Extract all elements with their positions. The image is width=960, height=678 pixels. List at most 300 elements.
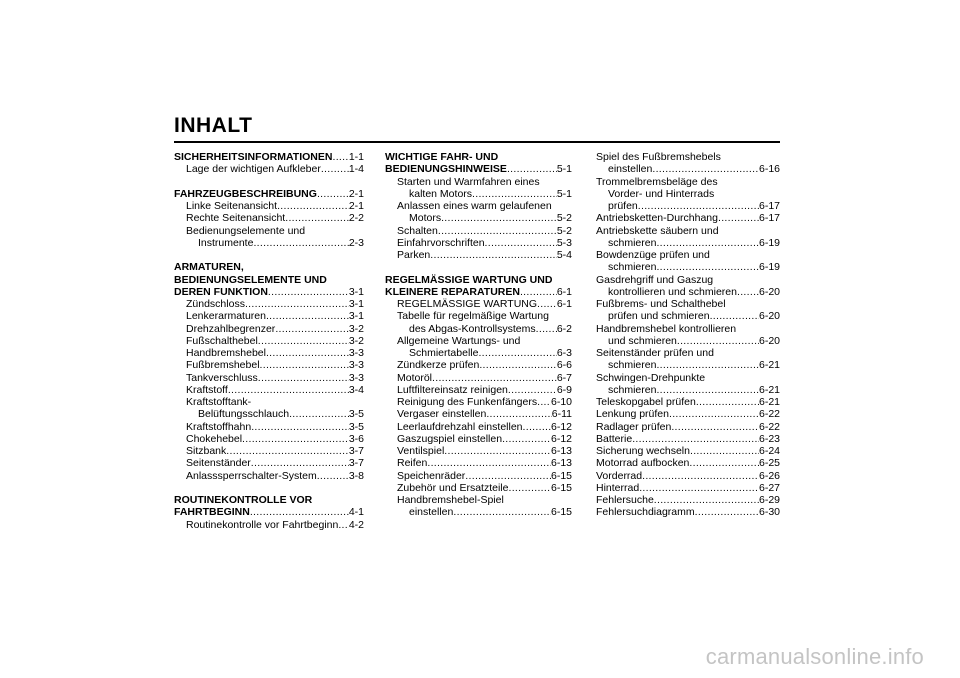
toc-dot-leader [718,212,759,224]
toc-entry[interactable] [174,200,364,212]
toc-dot-leader [638,200,759,212]
toc-entry-label: Vorder- und Hinterrads [608,187,715,200]
toc-page-number: 6-21 [758,383,780,396]
toc-entry-label: Reinigung des Funkenfängers [397,396,538,408]
toc-page-number: 6-12 [550,432,572,445]
toc-page-number: 3-1 [348,285,364,298]
toc-entry-label: Fehlersuche [596,494,654,506]
toc-entry[interactable] [596,396,780,408]
toc-entry[interactable] [385,445,572,457]
toc-page-number: 3-1 [348,298,364,310]
toc-page-number: 6-17 [758,200,780,212]
toc-entry-label: Anlasssperrschalter-System [186,469,317,482]
toc-entry-label: Kraftstoff [186,383,228,396]
toc-page-number: 3-8 [348,469,364,482]
toc-dot-leader [654,494,759,506]
toc-entry[interactable] [596,408,780,420]
toc-page-number: 3-5 [348,420,364,433]
toc-entry[interactable] [596,482,780,494]
toc-page-number: 6-19 [758,236,780,249]
toc-entry-label: Bedienungselemente und [186,224,306,237]
toc-entry-label: Gaszugspiel einstellen [397,432,503,445]
toc-entry [596,274,780,286]
toc-entry-label: Schwingen-Drehpunkte [596,371,706,384]
toc-dot-leader [427,457,551,469]
toc-entry-label: Sicherung wechseln [596,445,690,457]
toc-section-heading [385,274,572,286]
toc-column-1 [174,151,364,531]
toc-dot-leader [472,188,557,200]
toc-page-number: 4-1 [348,506,364,519]
toc-entry-label: ARMATUREN, [174,261,244,274]
toc-entry-label: Drehzahlbegrenzer [186,322,276,335]
toc-entry-label: Lenkung prüfen [596,408,669,421]
toc-entry-label: FAHRTBEGINN [174,506,250,519]
toc-entry[interactable] [385,470,572,482]
toc-entry-label: Anlassen eines warm gelaufenen [397,200,552,212]
toc-page-number: 6-15 [550,506,572,519]
toc-dot-leader [486,408,551,420]
toc-page-number: 6-15 [550,481,572,494]
toc-page-number: 1-4 [348,163,364,176]
toc-page-number: 6-19 [758,261,780,274]
toc-entry[interactable] [385,347,572,359]
toc-dot-leader [441,212,557,224]
toc-dot-leader [444,445,551,457]
toc-entry[interactable] [174,384,364,396]
toc-dot-leader [226,445,349,457]
toc-section-heading[interactable] [174,506,364,518]
toc-entry-label: Zubehör und Ersatzteile [397,481,509,494]
toc-entry[interactable] [385,298,572,310]
toc-entry[interactable] [174,212,364,224]
toc-dot-leader [285,212,349,224]
toc-page-number: 5-2 [556,224,572,237]
toc-dot-leader [317,188,349,200]
toc-entry[interactable] [385,457,572,469]
toc-entry-label: FAHRZEUGBESCHREIBUNG [174,187,317,200]
toc-entry [596,347,780,359]
toc-entry[interactable] [385,396,572,408]
toc-page-number: 6-6 [556,359,572,372]
page-title: INHALT [174,114,253,137]
toc-entry[interactable] [596,506,780,518]
toc-dot-leader [696,396,759,408]
toc-dot-leader [277,200,349,212]
toc-entry [385,310,572,322]
toc-entry-label: Zündkerze prüfen [397,359,480,372]
toc-entry-label: Tabelle für regelmäßige Wartung [397,310,549,323]
toc-entry[interactable] [596,335,780,347]
toc-dot-leader [669,408,759,420]
toc-entry-label: Allgemeine Wartungs- und [397,334,521,347]
toc-section-heading [174,261,364,273]
toc-entry-label: BEDIENUNGSELEMENTE UND [174,273,327,286]
toc-entry-label: Linke Seitenansicht [186,200,278,212]
toc-entry[interactable] [385,359,572,371]
toc-section-heading[interactable] [174,286,364,298]
toc-entry-label: Reifen [397,457,428,470]
toc-dot-leader [275,323,349,335]
toc-page-number: 1-1 [348,151,364,163]
toc-entry[interactable] [385,323,572,335]
toc-entry-label: Lenkerarmaturen [186,310,266,323]
toc-page-number: 6-22 [758,420,780,433]
toc-entry-label: des Abgas-Kontrollsystems [409,322,536,335]
toc-entry[interactable] [174,298,364,310]
toc-entry[interactable] [596,421,780,433]
toc-dot-leader [258,335,349,347]
toc-page-number: 3-6 [348,432,364,445]
toc-entry-label: einstellen [409,506,454,519]
toc-spacer [174,249,364,261]
toc-dot-leader [710,310,759,322]
toc-page-number: 6-10 [550,396,572,408]
toc-spacer [174,482,364,494]
toc-entry-label: prüfen [608,200,638,212]
toc-dot-leader [251,421,349,433]
toc-entry [596,151,780,163]
toc-section-heading[interactable] [174,151,364,163]
toc-page-number: 6-20 [758,334,780,347]
toc-entry-label: Spiel des Fußbremshebels [596,151,721,163]
toc-entry-label: Handbremshebel-Spiel [397,494,504,506]
toc-page-number: 6-30 [758,506,780,519]
toc-dot-leader [485,237,557,249]
toc-dot-leader [478,347,556,359]
toc-section-heading [174,274,364,286]
toc-dot-leader [737,286,759,298]
toc-dot-leader [251,457,349,469]
toc-page-number: 5-4 [556,249,572,261]
toc-page-number: 6-17 [758,212,780,225]
toc-dot-leader [508,384,557,396]
toc-entry [596,249,780,261]
title-rule [174,141,780,143]
toc-dot-leader [268,286,349,298]
toc-entry-label: Batterie [596,432,633,445]
toc-page-number: 6-12 [550,420,572,433]
toc-entry[interactable] [174,519,364,531]
toc-entry-label: Belüftungsschlauch [198,408,290,421]
toc-page-number: 6-25 [758,457,780,470]
toc-dot-leader [537,396,551,408]
toc-entry[interactable] [174,347,364,359]
toc-entry-label: Speichenräder [397,469,466,482]
toc-dot-leader [639,482,759,494]
toc-entry-label: kontrollieren und schmieren [608,285,737,298]
toc-entry[interactable] [596,384,780,396]
toc-spacer [385,261,572,273]
toc-section-heading [385,151,572,163]
toc-dot-leader [656,237,759,249]
toc-entry[interactable] [385,188,572,200]
toc-entry[interactable] [174,408,364,420]
toc-entry-label: einstellen [608,163,653,176]
toc-dot-leader [677,335,759,347]
toc-entry-label: Kraftstofftank- [186,396,252,408]
toc-entry [596,372,780,384]
toc-entry-label: Lage der wichtigen Aufkleber [186,163,321,176]
toc-entry[interactable] [385,433,572,445]
toc-entry [596,225,780,237]
toc-entry-label: Starten und Warmfahren eines [397,175,540,188]
toc-entry[interactable] [596,494,780,506]
toc-entry[interactable] [596,212,780,224]
toc-entry-label: Zündschloss [186,298,245,310]
toc-entry[interactable] [174,163,364,175]
toc-entry-label: Radlager prüfen [596,420,672,433]
toc-dot-leader [502,433,551,445]
toc-entry[interactable] [385,212,572,224]
toc-entry[interactable] [596,163,780,175]
toc-page-number: 2-3 [348,236,364,249]
toc-entry-label: ROUTINEKONTROLLE VOR [174,494,313,506]
toc-entry-label: Kraftstoffhahn [186,420,252,433]
toc-entry-label: schmieren [608,359,657,372]
toc-entry[interactable] [596,200,780,212]
toc-page-number: 3-2 [348,322,364,335]
toc-entry [385,494,572,506]
toc-page-number: 6-13 [550,457,572,470]
toc-entry-label: prüfen und schmieren [608,310,710,323]
toc-dot-leader [289,408,349,420]
toc-entry-label: Motorrad aufbocken [596,457,690,470]
toc-dot-leader [228,384,349,396]
toc-dot-leader [507,163,557,175]
toc-dot-leader [689,457,759,469]
toc-entry[interactable] [596,445,780,457]
toc-entry[interactable] [596,261,780,273]
toc-page-number: 6-7 [556,371,572,384]
toc-entry-label: Rechte Seitenansicht [186,212,286,225]
toc-page-number: 5-2 [556,212,572,225]
toc-entry-label: Seitenständer prüfen und [596,347,714,359]
toc-dot-leader [245,298,349,310]
toc-page-number: 6-11 [551,408,572,421]
toc-page-number: 6-21 [758,359,780,372]
toc-page-number: 3-1 [348,310,364,323]
toc-entry-label: Routinekontrolle vor Fahrtbeginn [186,518,339,531]
toc-entry [385,176,572,188]
toc-dot-leader [321,163,349,175]
toc-page-number: 2-1 [348,187,364,200]
toc-entry-label: REGELMÄSSIGE WARTUNG [397,298,538,310]
toc-entry-label: Seitenständer [186,457,251,470]
toc-dot-leader [632,433,759,445]
toc-entry[interactable] [174,421,364,433]
toc-entry-label: Hinterrad [596,481,640,494]
toc-page-number: 6-29 [758,494,780,506]
toc-entry[interactable] [596,457,780,469]
toc-page-number: 3-3 [348,347,364,359]
toc-dot-leader [266,347,349,359]
toc-dot-leader [695,506,759,518]
toc-entry [596,176,780,188]
toc-page-number: 3-2 [348,334,364,347]
toc-dot-leader [266,310,349,322]
toc-entry[interactable] [385,384,572,396]
toc-entry-label: Luftfiltereinsatz reinigen [397,383,508,396]
toc-dot-leader [438,225,557,237]
toc-entry[interactable] [385,225,572,237]
toc-dot-leader [432,372,557,384]
toc-entry-label: schmieren [608,236,657,249]
watermark: carmanualsonline.info [705,644,924,669]
toc-entry-label: Parken [397,249,431,261]
toc-entry [385,200,572,212]
toc-page-number: 6-13 [550,445,572,457]
toc-entry[interactable] [596,237,780,249]
toc-entry [174,396,364,408]
toc-page-number: 6-2 [556,322,572,335]
toc-entry[interactable] [385,249,572,261]
toc-entry[interactable] [174,372,364,384]
toc-entry [596,323,780,335]
toc-dot-leader [332,151,348,163]
toc-entry-label: Antriebsketten-Durchhang [596,212,718,225]
toc-page-number: 5-3 [556,236,572,249]
toc-entry[interactable] [174,237,364,249]
toc-entry[interactable] [174,457,364,469]
toc-page-number: 6-15 [550,469,572,482]
toc-page-number: 6-1 [556,298,572,310]
toc-entry-label: schmieren [608,261,657,274]
toc-entry[interactable] [174,310,364,322]
toc-entry[interactable] [596,310,780,322]
toc-column-2 [385,151,572,519]
toc-entry-label: Leerlaufdrehzahl einstellen [397,420,523,433]
toc-page-number: 3-4 [348,383,364,396]
toc-section-heading[interactable] [385,163,572,175]
toc-entry-label: Vorderrad [596,469,643,482]
toc-entry-label: BEDIENUNGSHINWEISE [385,163,507,176]
toc-entry[interactable] [596,433,780,445]
toc-entry[interactable] [174,470,364,482]
toc-section-heading[interactable] [385,286,572,298]
toc-page-number: 2-1 [348,200,364,212]
toc-dot-leader [258,372,349,384]
toc-entry-label: Antriebskette säubern und [596,224,719,237]
toc-dot-leader [242,433,349,445]
toc-entry[interactable] [385,237,572,249]
toc-entry-label: Schmiertabelle [409,347,479,359]
toc-dot-leader [690,445,759,457]
toc-page-number: 6-22 [758,408,780,421]
toc-dot-leader [479,359,557,371]
toc-entry-label: Fußbremshebel [186,359,260,372]
toc-entry[interactable] [385,482,572,494]
toc-page-number: 6-21 [758,396,780,408]
toc-column-3 [596,151,780,519]
toc-page-number: 5-1 [556,187,572,200]
toc-dot-leader [523,421,551,433]
toc-page-number: 6-20 [758,310,780,323]
toc-entry [174,225,364,237]
toc-dot-leader [536,323,557,335]
toc-dot-leader [520,286,557,298]
toc-page-number: 3-3 [348,371,364,384]
toc-entry[interactable] [174,335,364,347]
toc-entry-label: Fußschalthebel [186,334,258,347]
toc-section-heading[interactable] [174,188,364,200]
toc-entry-label: Bowdenzüge prüfen und [596,249,710,261]
toc-page-number: 2-2 [348,212,364,225]
toc-entry[interactable] [385,506,572,518]
toc-entry-label: Motors [409,212,442,225]
toc-dot-leader [656,359,759,371]
toc-dot-leader [317,470,349,482]
toc-entry[interactable] [385,408,572,420]
toc-entry-label: Fehlersuchdiagramm [596,506,695,519]
toc-entry[interactable] [174,323,364,335]
toc-page-number: 6-3 [556,347,572,359]
toc-entry-label: und schmieren [608,334,677,347]
toc-entry[interactable] [596,359,780,371]
toc-entry-label: Einfahrvorschriften [397,236,485,249]
toc-entry-label: Tankverschluss [186,371,258,384]
toc-section-heading [174,494,364,506]
toc-page-number: 6-24 [758,445,780,457]
toc-dot-leader [656,261,759,273]
toc-dot-leader [430,249,557,261]
toc-dot-leader [253,237,348,249]
toc-entry[interactable] [385,372,572,384]
toc-entry-label: Teleskopgabel prüfen [596,396,696,408]
toc-entry [385,335,572,347]
toc-entry-label: DEREN FUNKTION [174,285,268,298]
toc-page-number: 4-2 [348,518,364,531]
toc-page-number: 6-20 [758,285,780,298]
toc-dot-leader [338,519,348,531]
toc-entry-label: WICHTIGE FAHR- UND [385,151,499,163]
toc-entry-label: Handbremshebel kontrollieren [596,322,737,335]
toc-dot-leader [537,298,557,310]
toc-entry[interactable] [385,421,572,433]
toc-page-number: 3-5 [348,408,364,421]
toc-dot-leader [652,163,759,175]
toc-entry-label: Chokehebel [186,432,243,445]
toc-entry-label: Schalten [397,224,438,237]
toc-entry-label: Handbremshebel [186,347,266,359]
toc-entry[interactable] [174,445,364,457]
toc-page-number: 6-27 [758,481,780,494]
toc-page-number: 6-23 [758,432,780,445]
toc-entry[interactable] [174,359,364,371]
toc-entry[interactable] [596,470,780,482]
toc-page-number: 6-16 [758,163,780,176]
toc-page-number: 3-7 [348,457,364,470]
toc-entry [596,188,780,200]
toc-entry-label: Fußbrems- und Schalthebel [596,298,726,310]
toc-page-number: 3-7 [348,445,364,457]
toc-entry-label: Gasdrehgriff und Gaszug [596,273,714,286]
toc-spacer [174,176,364,188]
toc-entry-label: Ventilspiel [397,445,445,457]
toc-entry-label: REGELMÄSSIGE WARTUNG UND [385,273,553,286]
toc-page-number: 6-1 [556,285,572,298]
toc-entry-label: schmieren [608,383,657,396]
toc-entry[interactable] [596,286,780,298]
toc-entry[interactable] [174,433,364,445]
toc-entry-label: Motoröl [397,371,433,384]
toc-dot-leader [260,359,349,371]
toc-entry [596,298,780,310]
toc-dot-leader [642,470,759,482]
toc-dot-leader [671,421,759,433]
toc-entry-label: Vergaser einstellen [397,408,487,421]
toc-dot-leader [656,384,759,396]
